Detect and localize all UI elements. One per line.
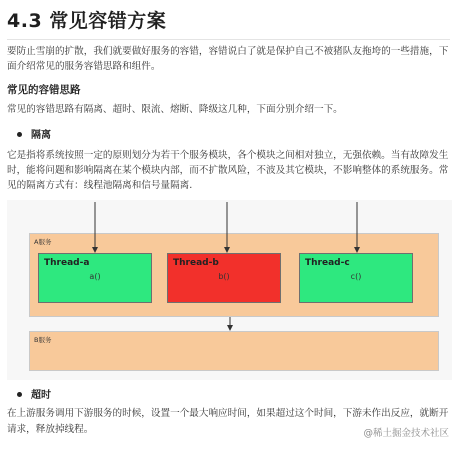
section-heading: 常见的容错思路 [7,84,81,96]
thread-a-function: a() [89,272,101,281]
diagram-arrows [7,200,452,380]
timeout-paragraph: 在上游服务调用下游服务的时候，设置一个最大响应时间，如果超过这个时间，下游未作出反应，就断开请求，释放掉线程。 [7,408,449,435]
page-title: 4.3 常见容错方案 [7,6,450,40]
bullet-isolation [17,126,51,141]
intro-paragraph: 要防止雪崩的扩散，我们就要做好服务的容错，容错说白了就是保护自己不被猪队友拖垮的一些措施，下面介绍常见的服务容错思路和组件。 [7,46,449,72]
section-text: 常见的容错思路有隔离、超时、限流、熔断、降级这几种，下面分别介绍一下。 [7,104,343,115]
service-b-label: B服务 [34,336,52,344]
bullet-timeout-label: 超时 [31,390,51,401]
bullet-dot-icon [17,392,22,397]
bullet-isolation-label: 隔离 [31,130,51,141]
bullet-timeout [17,386,51,401]
thread-b-name: Thread-b [173,258,219,268]
bullet-dot-icon [17,132,22,137]
watermark: @稀土掘金技术社区 [363,428,449,439]
isolation-paragraph: 它是指将系统按照一定的原则划分为若干个服务模块，各个模块之间相对独立，无强依赖。当有故障发生时，能将问题和影响隔离在某个模块内部，而不扩散风险，不波及其它模块，不影响整体的系统服务。常见的隔离方式有：线程池隔离和信号量隔离. [7,150,449,191]
thread-c-function: c() [350,272,362,281]
thread-b-function: b() [218,272,230,281]
service-a-label: A服务 [34,238,52,246]
isolation-diagram [7,200,452,380]
thread-c-name: Thread-c [305,258,350,268]
thread-a-name: Thread-a [44,258,90,268]
